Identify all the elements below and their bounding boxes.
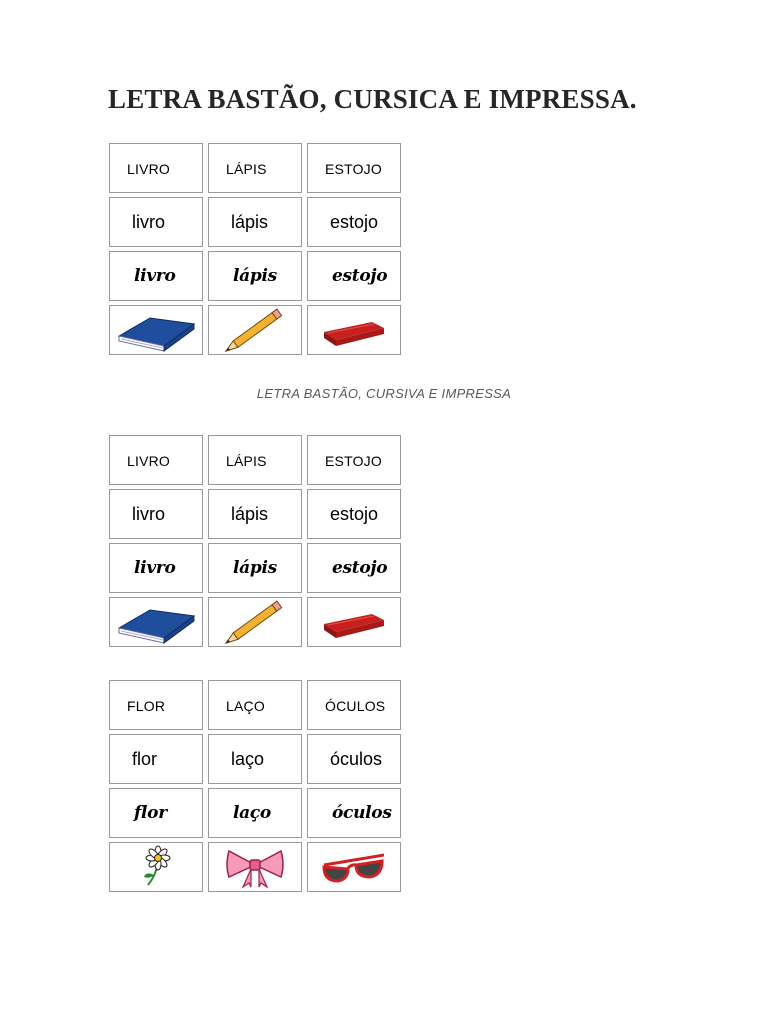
- lowercase-word-cell: óculos: [307, 734, 401, 784]
- picture-cell: [208, 305, 302, 355]
- picture-cell: [307, 842, 401, 892]
- bow-icon: [213, 843, 297, 891]
- cursive-word-cell: lápis: [208, 543, 302, 593]
- pencil-icon: [213, 306, 297, 354]
- picture-cell: [208, 597, 302, 647]
- lowercase-word-cell: estojo: [307, 197, 401, 247]
- cursive-word-cell: óculos: [307, 788, 401, 838]
- uppercase-word-cell: ESTOJO: [307, 143, 401, 193]
- book-icon: [114, 306, 198, 354]
- word-grid-3: [109, 680, 401, 892]
- lowercase-word-cell: estojo: [307, 489, 401, 539]
- word-grid-1: [109, 143, 401, 355]
- uppercase-word-cell: LÁPIS: [208, 143, 302, 193]
- cursive-word-cell: flor: [109, 788, 203, 838]
- page-title: LETRA BASTÃO, CURSICA E IMPRESSA.: [108, 84, 637, 114]
- lowercase-word-cell: lápis: [208, 489, 302, 539]
- pencil-case-icon: [312, 598, 396, 646]
- picture-cell: [307, 305, 401, 355]
- uppercase-word-cell: FLOR: [109, 680, 203, 730]
- cursive-word-cell: estojo: [307, 543, 401, 593]
- lowercase-word-cell: laço: [208, 734, 302, 784]
- uppercase-word-cell: ESTOJO: [307, 435, 401, 485]
- cursive-word-cell: estojo: [307, 251, 401, 301]
- cursive-word-cell: livro: [109, 543, 203, 593]
- picture-cell: [109, 305, 203, 355]
- picture-cell: [208, 842, 302, 892]
- lowercase-word-cell: flor: [109, 734, 203, 784]
- lowercase-word-cell: lápis: [208, 197, 302, 247]
- uppercase-word-cell: LÁPIS: [208, 435, 302, 485]
- flower-icon: [114, 843, 198, 891]
- picture-cell: [109, 842, 203, 892]
- glasses-icon: [312, 843, 396, 891]
- pencil-icon: [213, 598, 297, 646]
- uppercase-word-cell: LIVRO: [109, 435, 203, 485]
- cursive-word-cell: livro: [109, 251, 203, 301]
- lowercase-word-cell: livro: [109, 197, 203, 247]
- cursive-word-cell: laço: [208, 788, 302, 838]
- cursive-word-cell: lápis: [208, 251, 302, 301]
- picture-cell: [109, 597, 203, 647]
- lowercase-word-cell: livro: [109, 489, 203, 539]
- book-icon: [114, 598, 198, 646]
- picture-cell: [307, 597, 401, 647]
- word-grid-2: [109, 435, 401, 647]
- pencil-case-icon: [312, 306, 396, 354]
- uppercase-word-cell: ÓCULOS: [307, 680, 401, 730]
- uppercase-word-cell: LIVRO: [109, 143, 203, 193]
- section-subtitle: LETRA BASTÃO, CURSIVA E IMPRESSA: [256, 386, 512, 401]
- uppercase-word-cell: LAÇO: [208, 680, 302, 730]
